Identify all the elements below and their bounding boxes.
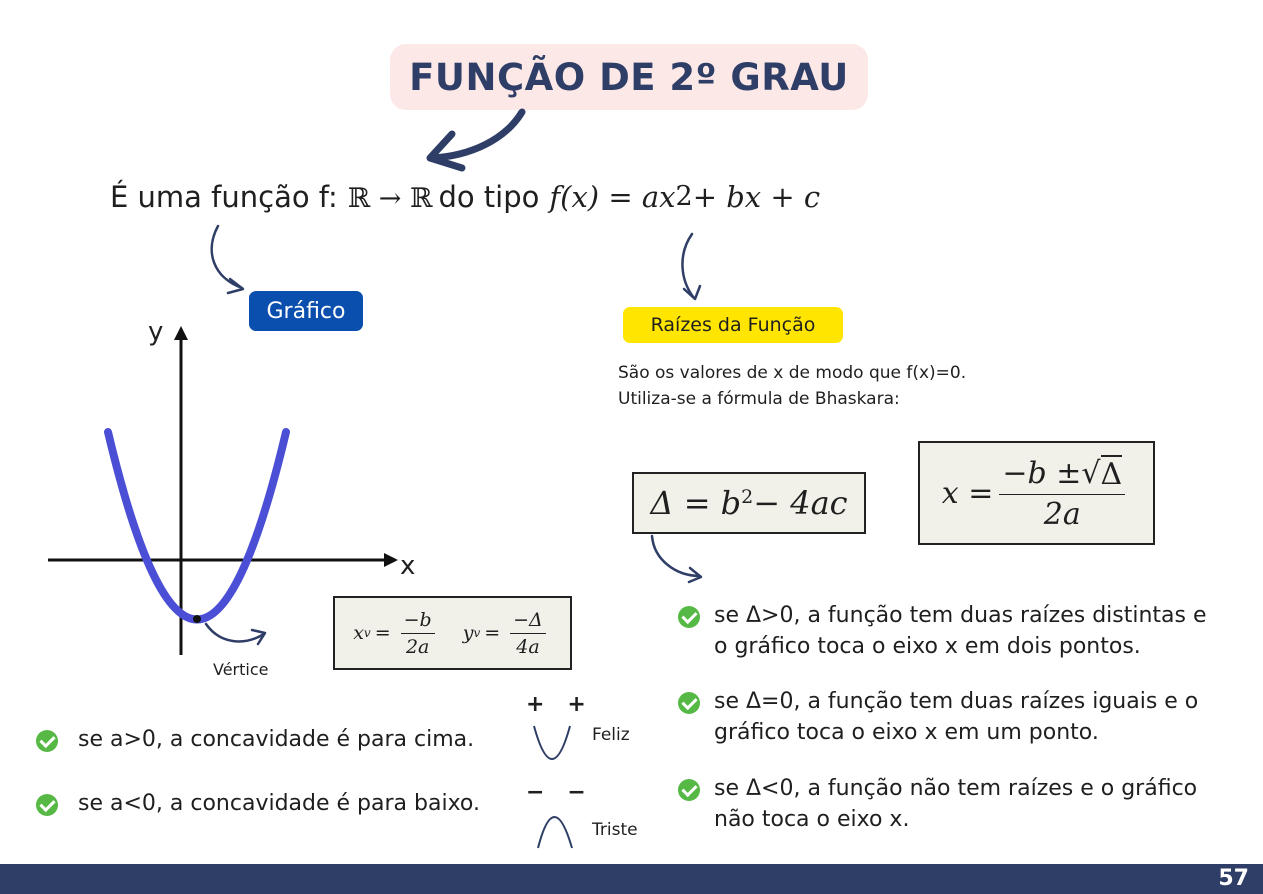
bhaskara-formula-box xyxy=(918,441,1155,545)
concavity-down-bullet xyxy=(36,790,480,818)
xv-denominator: 2a xyxy=(405,635,430,658)
yv-subscript: v xyxy=(473,626,481,640)
bullet-text: não toca o eixo x. xyxy=(714,807,910,832)
grafico-label-text: Gráfico xyxy=(266,298,346,324)
y-axis-arrowhead-icon xyxy=(174,326,188,340)
delta-positive-bullet xyxy=(678,600,1207,662)
bhaskara-numerator: −b ± xyxy=(1002,455,1082,491)
sad-curve-icon xyxy=(532,806,582,850)
x-axis-arrowhead-icon xyxy=(384,553,398,567)
roots-desc-line2: Utiliza-se a fórmula de Bhaskara: xyxy=(618,389,900,409)
roots-desc-line1: São os valores de x de modo que f(x)=0. xyxy=(618,363,967,383)
x-axis-label: x xyxy=(400,551,416,581)
yv-denominator: 4a xyxy=(516,635,540,658)
bullet-text: se Δ<0, a função não tem raízes e o gráfico xyxy=(714,776,1198,801)
bhaskara-fraction xyxy=(999,455,1125,532)
footer-bar xyxy=(0,864,1263,894)
page-title: FUNÇÃO DE 2º GRAU xyxy=(409,55,849,99)
domain-map: ℝ → ℝ xyxy=(347,183,433,214)
check-icon xyxy=(36,794,58,816)
delta-formula-box xyxy=(632,472,866,534)
concavity-down-text: se a<0, a concavidade é para baixo. xyxy=(78,791,480,816)
delta-negative-bullet xyxy=(678,773,1197,835)
vertex-formula-box: x v = $\frac{-b}{2a}$ y v = $\frac{-\Delta}{4a}$ xyxy=(333,596,572,670)
delta-zero-bullet xyxy=(678,686,1198,748)
happy-curve-icon xyxy=(528,722,578,766)
intro-line xyxy=(110,180,820,214)
concavity-up-bullet xyxy=(36,726,474,754)
y-axis-label: y xyxy=(148,317,164,347)
title-arrow-icon xyxy=(432,112,522,158)
intro-text-middle: do tipo xyxy=(438,180,540,214)
intro-text-before: É uma função f: xyxy=(110,180,338,214)
yv-symbol: y xyxy=(462,622,474,644)
formula-lhs: f(x) = ax xyxy=(549,180,676,214)
bullet-text: o gráfico toca o eixo x em dois pontos. xyxy=(714,634,1141,659)
formula-exponent: 2 xyxy=(675,181,693,212)
raizes-label xyxy=(623,307,843,343)
raizes-label-text: Raízes da Função xyxy=(650,314,816,336)
xv-subscript: v xyxy=(363,626,371,640)
xv-numerator: −b xyxy=(401,609,435,634)
formula-rhs: + bx + c xyxy=(692,180,821,214)
sad-signs: − − xyxy=(526,780,586,805)
page-number: 57 xyxy=(1218,866,1249,891)
grafico-arrow-icon xyxy=(212,226,242,288)
vertex-label: Vértice xyxy=(213,660,269,679)
yv-fraction xyxy=(510,609,546,658)
bullet-text: se Δ>0, a função tem duas raízes distintas e xyxy=(714,603,1207,628)
xv-symbol: x xyxy=(353,622,364,644)
bullet-text: se Δ=0, a função tem duas raízes iguais e o xyxy=(714,689,1199,714)
bhaskara-lhs: x = xyxy=(941,475,994,511)
bhaskara-radicand: Δ xyxy=(1100,456,1123,492)
delta-exponent: 2 xyxy=(741,486,754,508)
sad-label: Triste xyxy=(592,820,638,840)
check-icon xyxy=(678,779,700,801)
check-icon xyxy=(678,692,700,714)
parabola-curve xyxy=(108,432,286,620)
check-icon xyxy=(678,606,700,628)
bhaskara-denominator: 2a xyxy=(1043,496,1081,532)
yv-numerator: −Δ xyxy=(510,609,546,634)
delta-rhs: − 4ac xyxy=(753,484,848,522)
check-icon xyxy=(36,730,58,752)
xv-fraction xyxy=(401,609,435,658)
happy-label: Feliz xyxy=(592,725,630,745)
delta-lhs: Δ = b xyxy=(650,484,742,522)
concavity-up-text: se a>0, a concavidade é para cima. xyxy=(78,727,475,752)
bullet-text: gráfico toca o eixo x em um ponto. xyxy=(714,720,1099,745)
sqrt-icon: √ xyxy=(1081,455,1101,491)
vertex-point xyxy=(193,615,201,623)
happy-signs: + + xyxy=(526,692,586,717)
